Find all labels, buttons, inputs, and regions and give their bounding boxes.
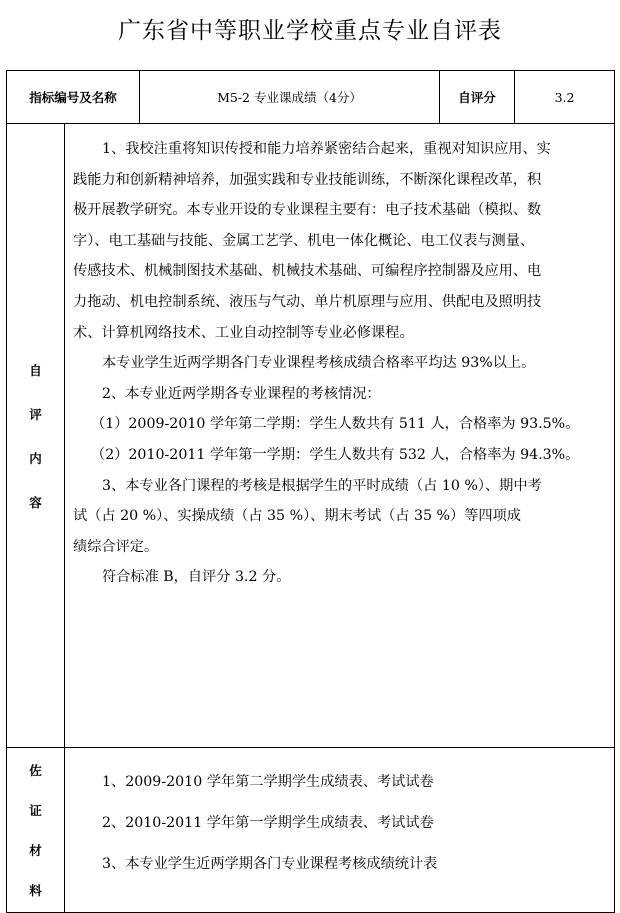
content-body [65, 124, 615, 748]
content-line: 1、我校注重将知识传授和能力培养紧密结合起来，重视对知识应用、实 [102, 141, 551, 157]
material-item: 1、2009-2010 学年第二学期学生成绩表、考试试卷 [102, 774, 434, 790]
content-row [7, 124, 615, 748]
header-row [7, 71, 615, 124]
content-line: 传感技术、机械制图技术基础、机械技术基础、可编程序控制器及应用、电 [73, 263, 542, 280]
label-char: 容 [29, 494, 42, 510]
content-line: 试（占 20 %）、实操成绩（占 35 %）、期末考试（占 35 %）等四项成 [73, 508, 521, 525]
label-char: 材 [29, 843, 42, 858]
content-line: （1）2009-2010 学年第二学期：学生人数共有 511 人，合格率为 93.5%。 [91, 416, 580, 433]
content-section-label [7, 124, 65, 748]
material-item: 2、2010-2011 学年第一学期学生成绩表、考试试卷 [102, 815, 434, 831]
label-char: 料 [29, 883, 42, 898]
indicator-label: 指标编号及名称 [7, 71, 140, 124]
materials-section-label [7, 748, 65, 913]
label-char: 自 [29, 362, 42, 378]
score-label: 自评分 [440, 71, 515, 124]
content-line: 极开展教学研究。本专业开设的专业课程主要有：电子技术基础（模拟、数 [73, 202, 542, 219]
content-line: （2）2010-2011 学年第一学期：学生人数共有 532 人，合格率为 94.3%。 [91, 446, 580, 463]
label-char: 评 [29, 406, 42, 422]
page-title: 广东省中等职业学校重点专业自评表 [118, 18, 502, 44]
content-line: 3、本专业各门课程的考核是根据学生的平时成绩（占 10 %）、期中考 [102, 477, 542, 494]
evaluation-form-table [6, 70, 615, 913]
materials-body [65, 748, 615, 913]
content-line: 术、计算机网络技术、工业自动控制等专业必修课程。 [73, 324, 414, 341]
label-char: 佐 [29, 763, 42, 778]
label-char: 内 [29, 450, 42, 466]
material-item: 3、本专业学生近两学期各门专业课程考核成绩统计表 [102, 856, 438, 872]
content-line: 字）、电工基础与技能、金属工艺学、机电一体化概论、电工仪表与测量、 [73, 232, 535, 249]
content-line: 绩综合评定。 [73, 538, 159, 555]
content-line: 践能力和创新精神培养，加强实践和专业技能训练，不断深化课程改革，积 [73, 171, 542, 188]
content-line: 符合标准 B，自评分 3.2 分。 [102, 569, 291, 586]
content-line: 力拖动、机电控制系统、液压与气动、单片机原理与应用、供配电及照明技 [73, 293, 542, 310]
materials-row [7, 748, 615, 913]
content-line: 2、本专业近两学期各专业课程的考核情况： [102, 385, 381, 402]
score-value: 3.2 [515, 71, 615, 124]
indicator-value: M5-2 专业课成绩（4分） [140, 71, 440, 124]
label-char: 证 [29, 803, 42, 818]
content-line: 本专业学生近两学期各门专业课程考核成绩合格率平均达 93%以上。 [102, 355, 536, 372]
